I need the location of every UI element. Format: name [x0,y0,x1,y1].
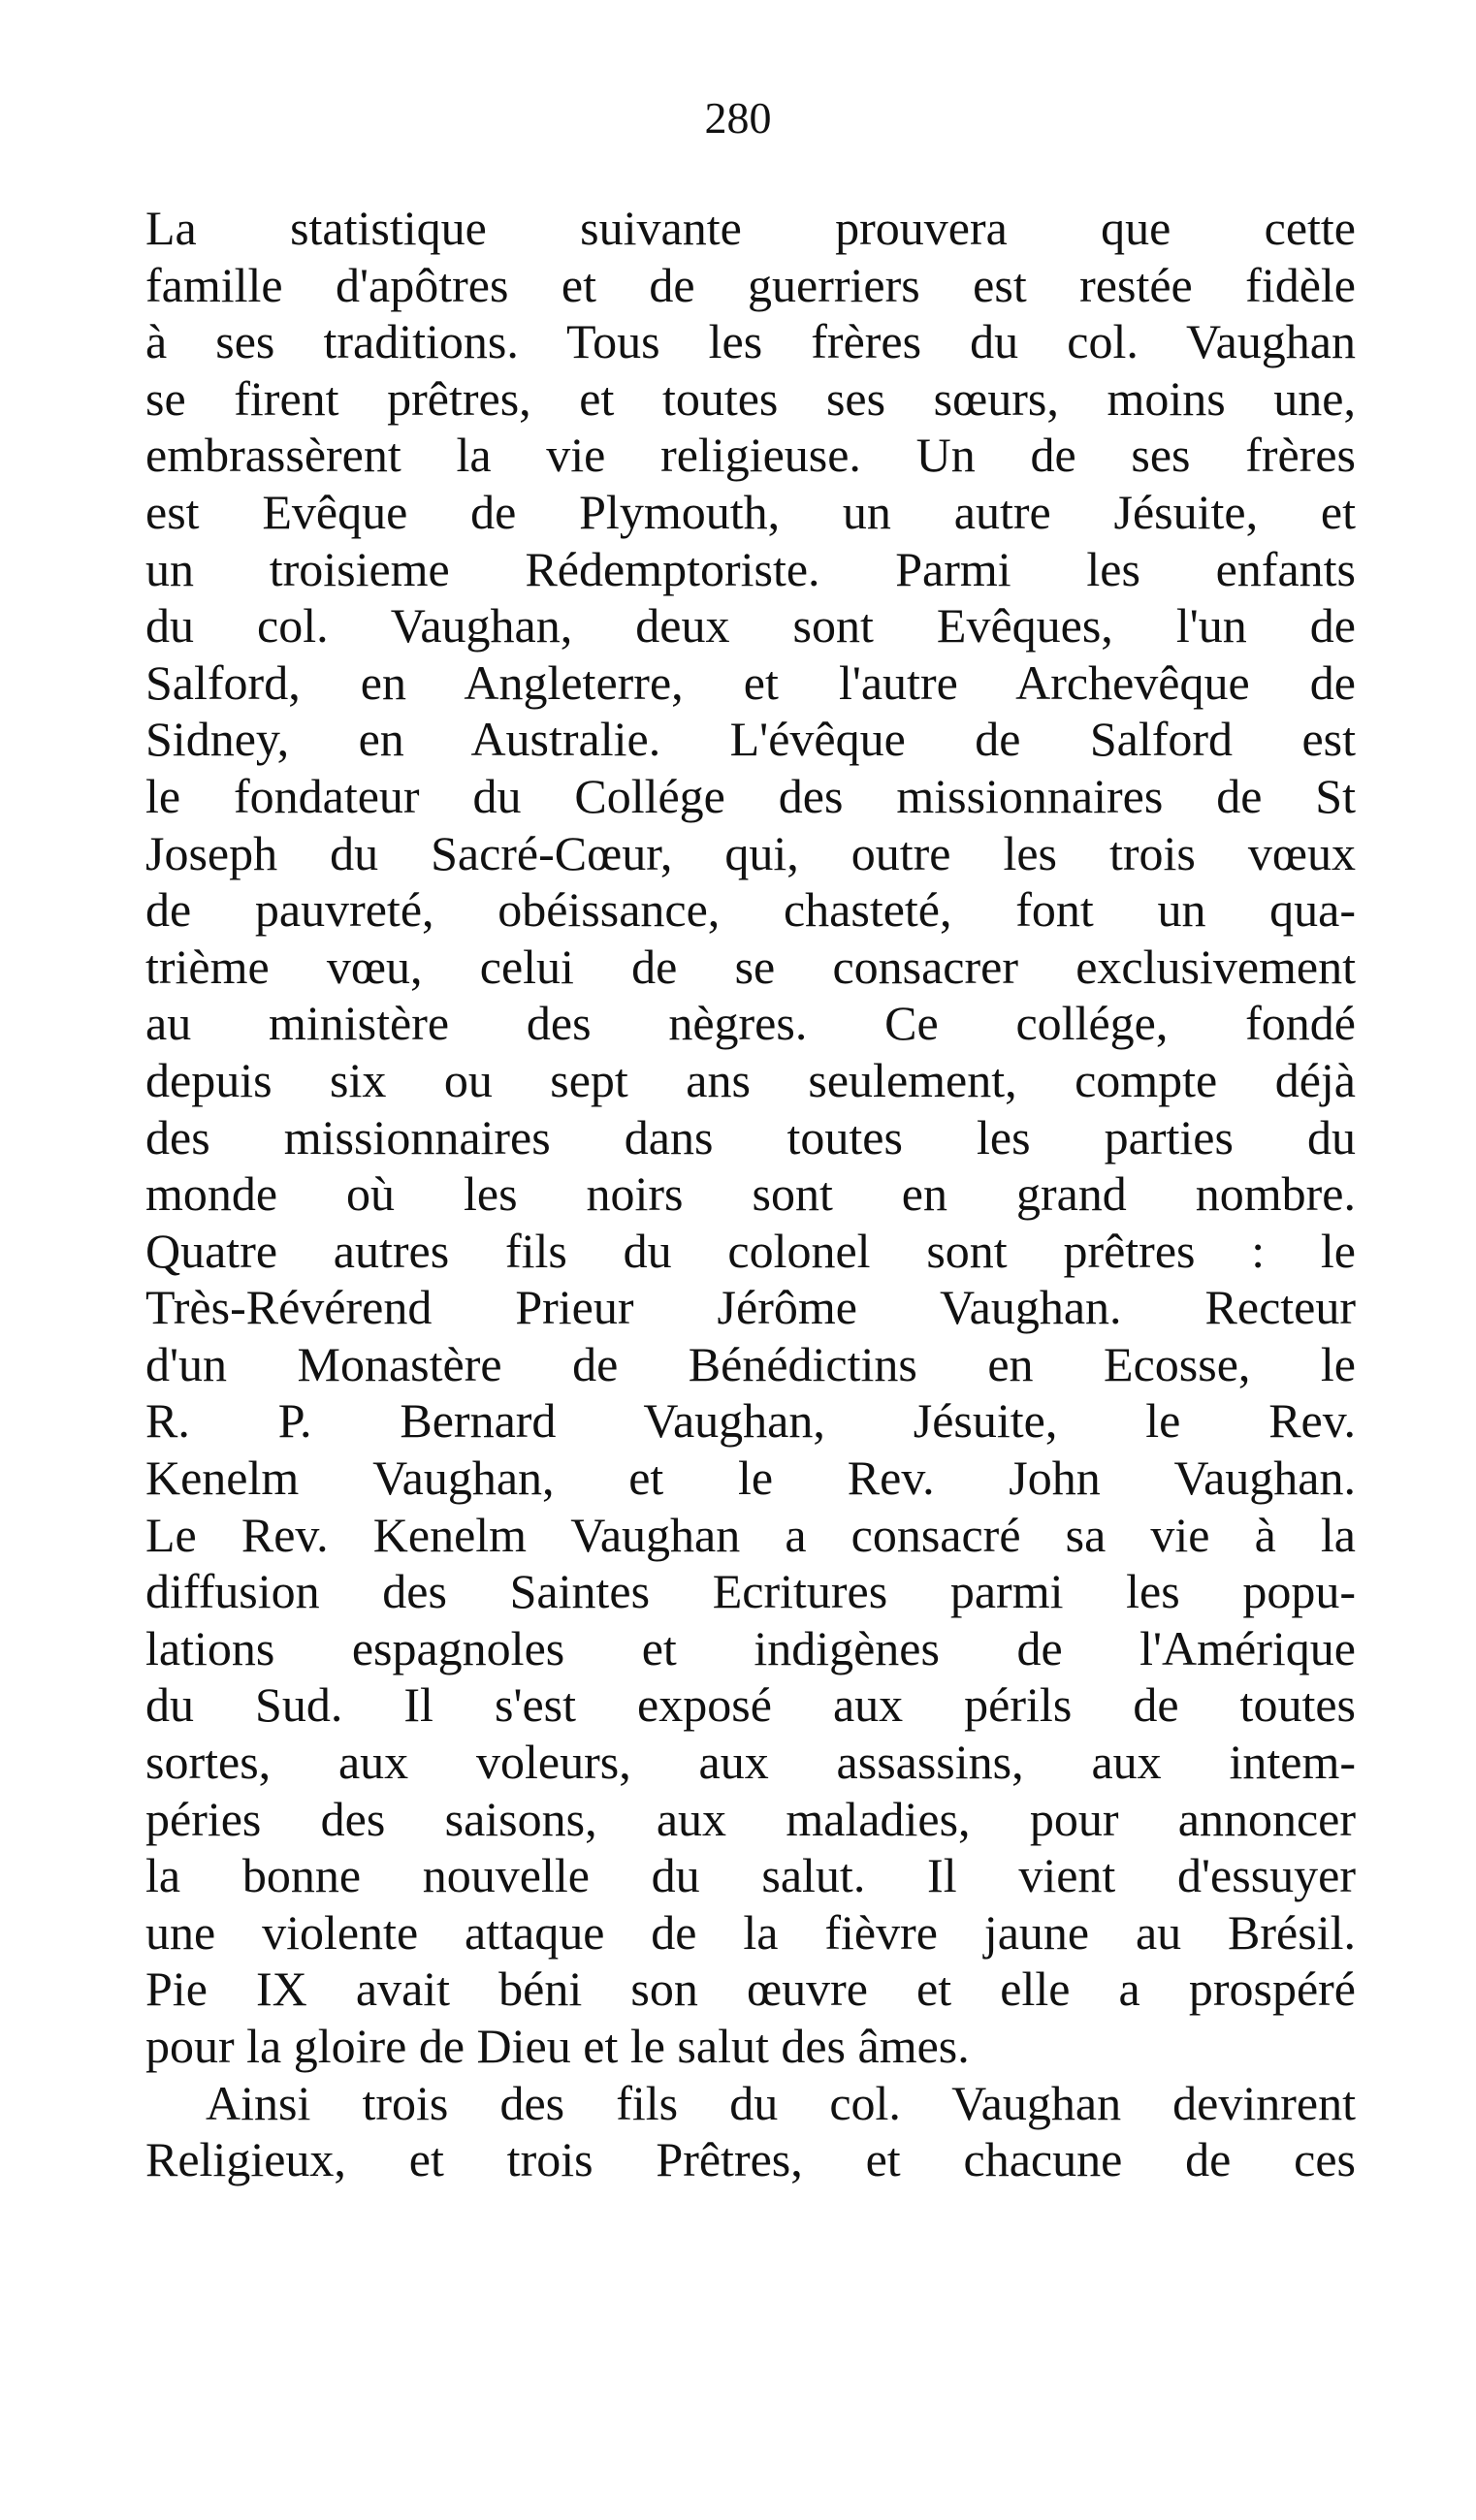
text-line: péries des saisons, aux maladies, pour annoncer [145,1791,1356,1846]
text-line: famille d'apôtres et de guerriers est restée fidèle [145,257,1356,312]
text-line: le fondateur du Collége des missionnaires de St [145,768,1356,823]
text-line: du Sud. Il s'est exposé aux périls de toutes [145,1677,1356,1733]
text-line: depuis six ou sept ans seulement, compte déjà [145,1052,1356,1107]
body-text [145,200,1356,2188]
text-line: lations espagnoles et indigènes de l'Amérique [145,1620,1356,1675]
text-line: sortes, aux voleurs, aux assassins, aux intem- [145,1735,1356,1790]
text-line: Religieux, et trois Prêtres, et chacune de ces [145,2132,1356,2187]
text-line: Sidney, en Australie. L'évêque de Salford est [145,712,1356,767]
text-line: diffusion des Saintes Ecritures parmi les popu- [145,1564,1356,1619]
text-line: la bonne nouvelle du salut. Il vient d'essuyer [145,1848,1356,1903]
text-line: Joseph du Sacré-Cœur, qui, outre les trois vœux [145,825,1356,880]
text-line: Quatre autres fils du colonel sont prêtres : le [145,1223,1356,1278]
page-number: 280 [704,93,772,143]
text-line: embrassèrent la vie religieuse. Un de ses frères [145,428,1356,483]
text-line: des missionnaires dans toutes les parties du [145,1109,1356,1164]
text-line: La statistique suivante prouvera que cette [145,201,1356,255]
text-line: une violente attaque de la fièvre jaune au Brésil. [145,1904,1356,1960]
text-line: à ses traditions. Tous les frères du col. Vaughan [145,314,1356,369]
text-line: Très-Révérend Prieur Jérôme Vaughan. Recteur [145,1280,1356,1335]
text-line: est Evêque de Plymouth, un autre Jésuite, et [145,484,1356,539]
text-line: un troisieme Rédemptoriste. Parmi les enfants [145,541,1356,596]
text-line: trième vœu, celui de se consacrer exclusivement [145,939,1356,994]
text-line: au ministère des nègres. Ce collége, fondé [145,996,1356,1051]
text-line: Le Rev. Kenelm Vaughan a consacré sa vie à la [145,1507,1356,1562]
text-line: pour la gloire de Dieu et le salut des âmes. [145,2019,970,2073]
text-line: de pauvreté, obéissance, chasteté, font un qua- [145,882,1356,938]
text-line: du col. Vaughan, deux sont Evêques, l'un de [145,598,1356,654]
text-line: se firent prêtres, et toutes ses sœurs, moins une, [145,370,1356,426]
text-line: R. P. Bernard Vaughan, Jésuite, le Rev. [145,1393,1356,1449]
text-line: monde où les noirs sont en grand nombre. [145,1166,1356,1222]
text-line: Ainsi trois des fils du col. Vaughan devinrent [206,2075,1356,2130]
text-line: d'un Monastère de Bénédictins en Ecosse, le [145,1336,1356,1391]
text-line: Pie IX avait béni son œuvre et elle a prospéré [145,1962,1356,2017]
text-line: Salford, en Angleterre, et l'autre Archevêque de [145,654,1356,710]
text-line: Kenelm Vaughan, et le Rev. John Vaughan. [145,1451,1356,1506]
